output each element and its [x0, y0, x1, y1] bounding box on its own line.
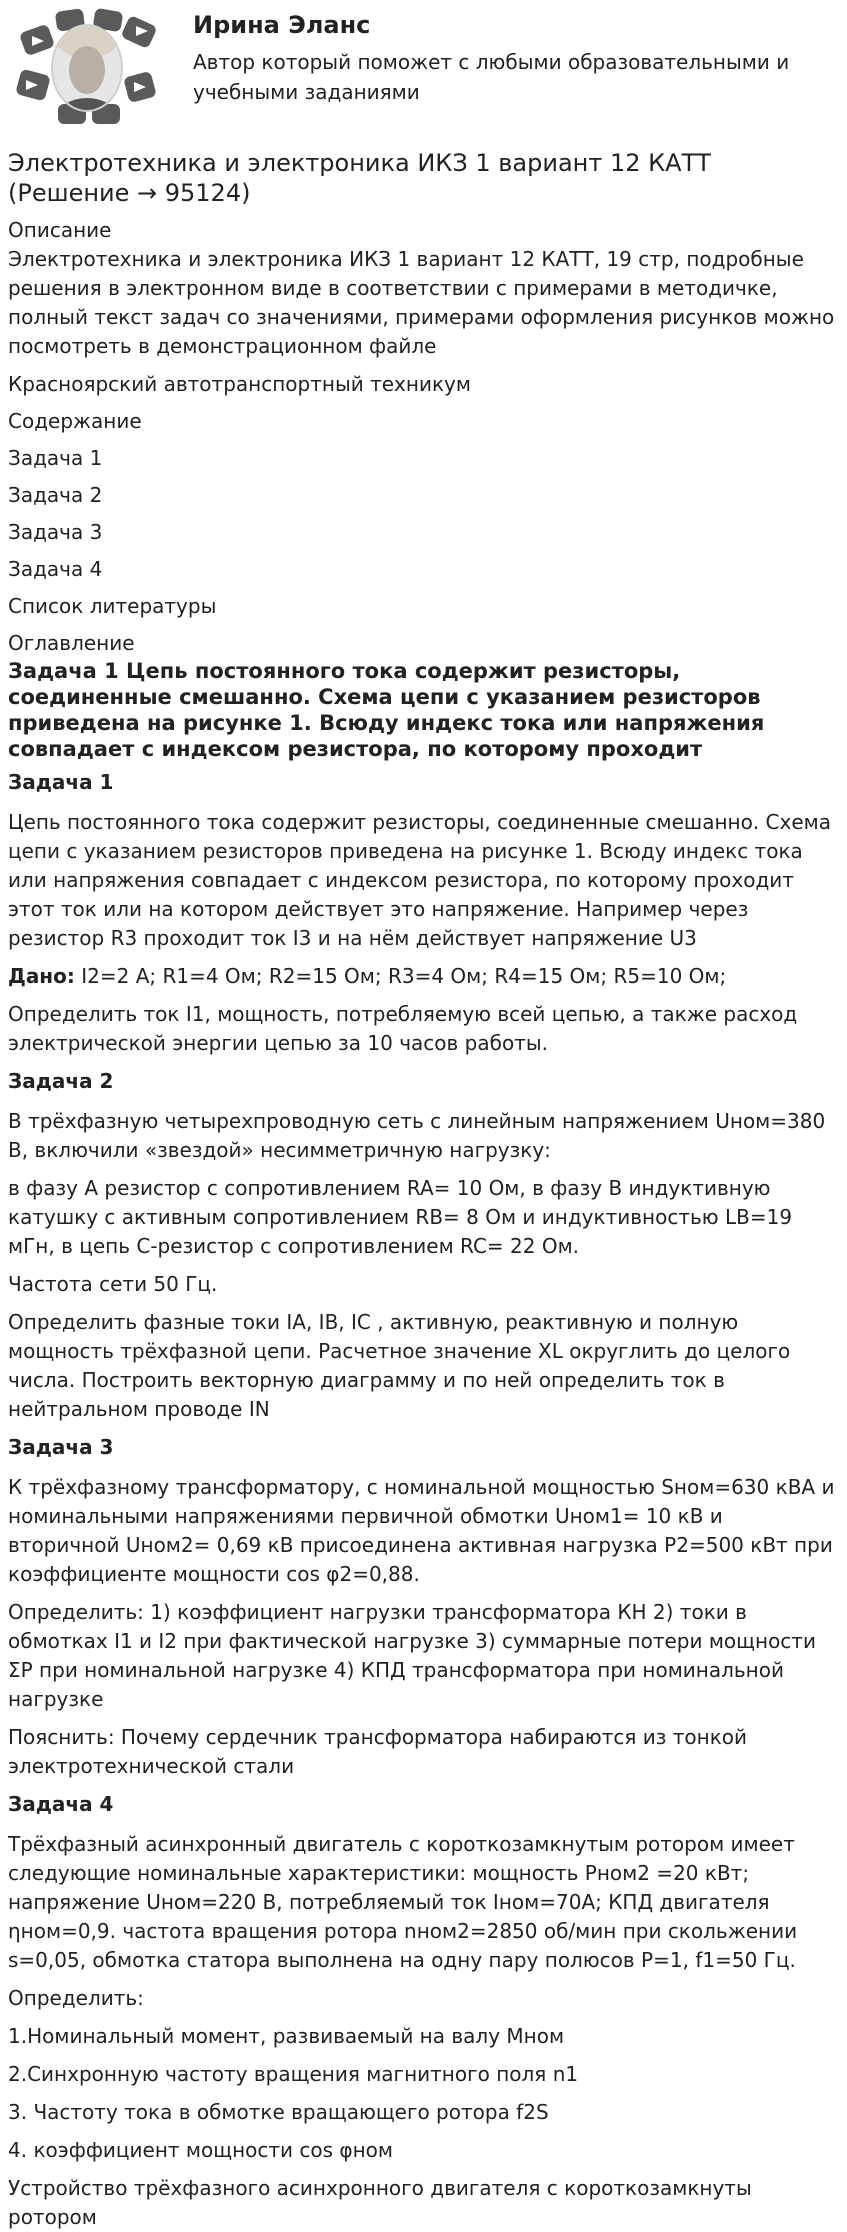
task-item: 4. коэффициент мощности cos φном [8, 2138, 394, 2162]
task-text: К трёхфазному трансформатору, с номинальной мощностью Sном=630 кВА и номинальными напряжениями первичной обмотки Uном1= 10 кВ и вторичной Uном2= 0,69 кВ присоединена активная нагрузка P2=500 кВт при коэффициенте мощности cos φ2=0,88. [8, 1475, 835, 1586]
task-1 [8, 768, 839, 1058]
author-name[interactable]: Ирина Эланс [193, 11, 371, 39]
given-values: I2=2 А; R1=4 Ом; R2=15 Ом; R3=4 Ом; R4=15 Ом; R5=10 Ом; [74, 964, 727, 988]
task-text: Определить: [8, 1986, 144, 2010]
task-item: 3. Частоту тока в обмотке вращающего ротора f2S [8, 2100, 549, 2124]
task-text: Пояснить: Почему сердечник трансформатора набираются из тонкой электротехнической стали [8, 1725, 748, 1778]
task-given [8, 962, 839, 991]
contents-label: Содержание [8, 409, 142, 433]
task-heading: Задача 4 [8, 1792, 114, 1816]
task-heading: Задача 3 [8, 1435, 114, 1459]
contents-item: Задача 2 [8, 483, 103, 507]
task-text: Частота сети 50 Гц. [8, 1272, 218, 1296]
author-avatar[interactable] [16, 8, 158, 126]
task-text: Трёхфазный асинхронный двигатель с короткозамкнутым ротором имеет следующие номинальные характеристики: мощность Pном2 =20 кВт; напряжение Uном=220 В, потребляемый ток Iном=70А; КПД двигателя ηном=0,9. частота вращения ротора nном2=2850 об/мин при скольжении s=0,05, обмотка статора выполнена на одну пару полюсов P=1, f1=50 Гц. [8, 1832, 798, 1972]
description-label: Описание [8, 218, 112, 242]
contents-item: Задача 4 [8, 557, 103, 581]
section-subtitle: Задача 1 Цепь постоянного тока содержит резисторы, соединенные смешанно. Схема цепи с указанием резисторов приведена на рисунке 1. Всюду индекс тока или напряжения совпадает с индексом резистора, по которому проходит [8, 659, 765, 761]
page-title: Электротехника и электроника ИКЗ 1 вариант 12 КАТТ (Решение → 95124) [8, 149, 711, 207]
contents-item: Задача 3 [8, 520, 103, 544]
institution: Красноярский автотранспортный техникум [8, 372, 471, 396]
contents-item: Список литературы [8, 594, 217, 618]
task-item: 2.Синхронную частоту вращения магнитного поля n1 [8, 2062, 579, 2086]
task-text: Цепь постоянного тока содержит резисторы, соединенные смешанно. Схема цепи с указанием резисторов приведена на рисунке 1. Всюду индекс тока или напряжения совпадает с индексом резистора, по которому проходит этот ток или на котором действует это напряжение. Например через резистор R3 проходит ток I3 и на нём действует напряжение U3 [8, 810, 831, 950]
task-2 [8, 1067, 839, 1424]
author-card [8, 0, 839, 140]
description-text: Электротехника и электроника ИКЗ 1 вариант 12 КАТТ, 19 стр, подробные решения в электронном виде в соответствии с примерами в методичке, полный текст задач со значениями, примерами оформления рисунков можно посмотреть в демонстрационном файле [8, 247, 835, 358]
author-description: Автор который поможет с любыми образовательными и учебными заданиями [193, 50, 790, 104]
task-item: 1.Номинальный момент, развиваемый на валу Мном [8, 2024, 565, 2048]
task-text: Определить: 1) коэффициент нагрузки трансформатора КН 2) токи в обмотках I1 и I2 при фактической нагрузке 3) суммарные потери мощности ΣP при номинальной нагрузке 4) КПД трансформатора при номинальной нагрузке [8, 1600, 816, 1711]
toc-label: Оглавление [8, 631, 135, 655]
task-text: в фазу А резистор с сопротивлением RA= 10 Ом, в фазу В индуктивную катушку с активным сопротивлением RB= 8 Ом и индуктивностью LB=19 мГн, в цепь С-резистор с сопротивлением RC= 22 Ом. [8, 1176, 793, 1258]
task-text: В трёхфазную четырехпроводную сеть с линейным напряжением Uном=380 В, включили «звездой» несимметричную нагрузку: [8, 1109, 826, 1162]
description-section [8, 216, 839, 361]
task-4 [8, 1790, 839, 2232]
given-label: Дано: [8, 964, 75, 988]
task-text: Определить фазные токи IA, IB, IC , активную, реактивную и полную мощность трёхфазной цепи. Расчетное значение XL округлить до целого числа. Построить векторную диаграмму и по ней определить ток в нейтральном проводе IN [8, 1310, 791, 1421]
task-text: Определить ток I1, мощность, потребляемую всей цепью, а также расход электрической энергии цепью за 10 часов работы. [8, 1002, 798, 1055]
task-text: Устройство трёхфазного асинхронного двигателя с короткозамкнуты ротором [8, 2176, 752, 2229]
task-heading: Задача 1 [8, 770, 114, 794]
task-3 [8, 1433, 839, 1781]
task-heading: Задача 2 [8, 1069, 114, 1093]
contents-item: Задача 1 [8, 446, 103, 470]
